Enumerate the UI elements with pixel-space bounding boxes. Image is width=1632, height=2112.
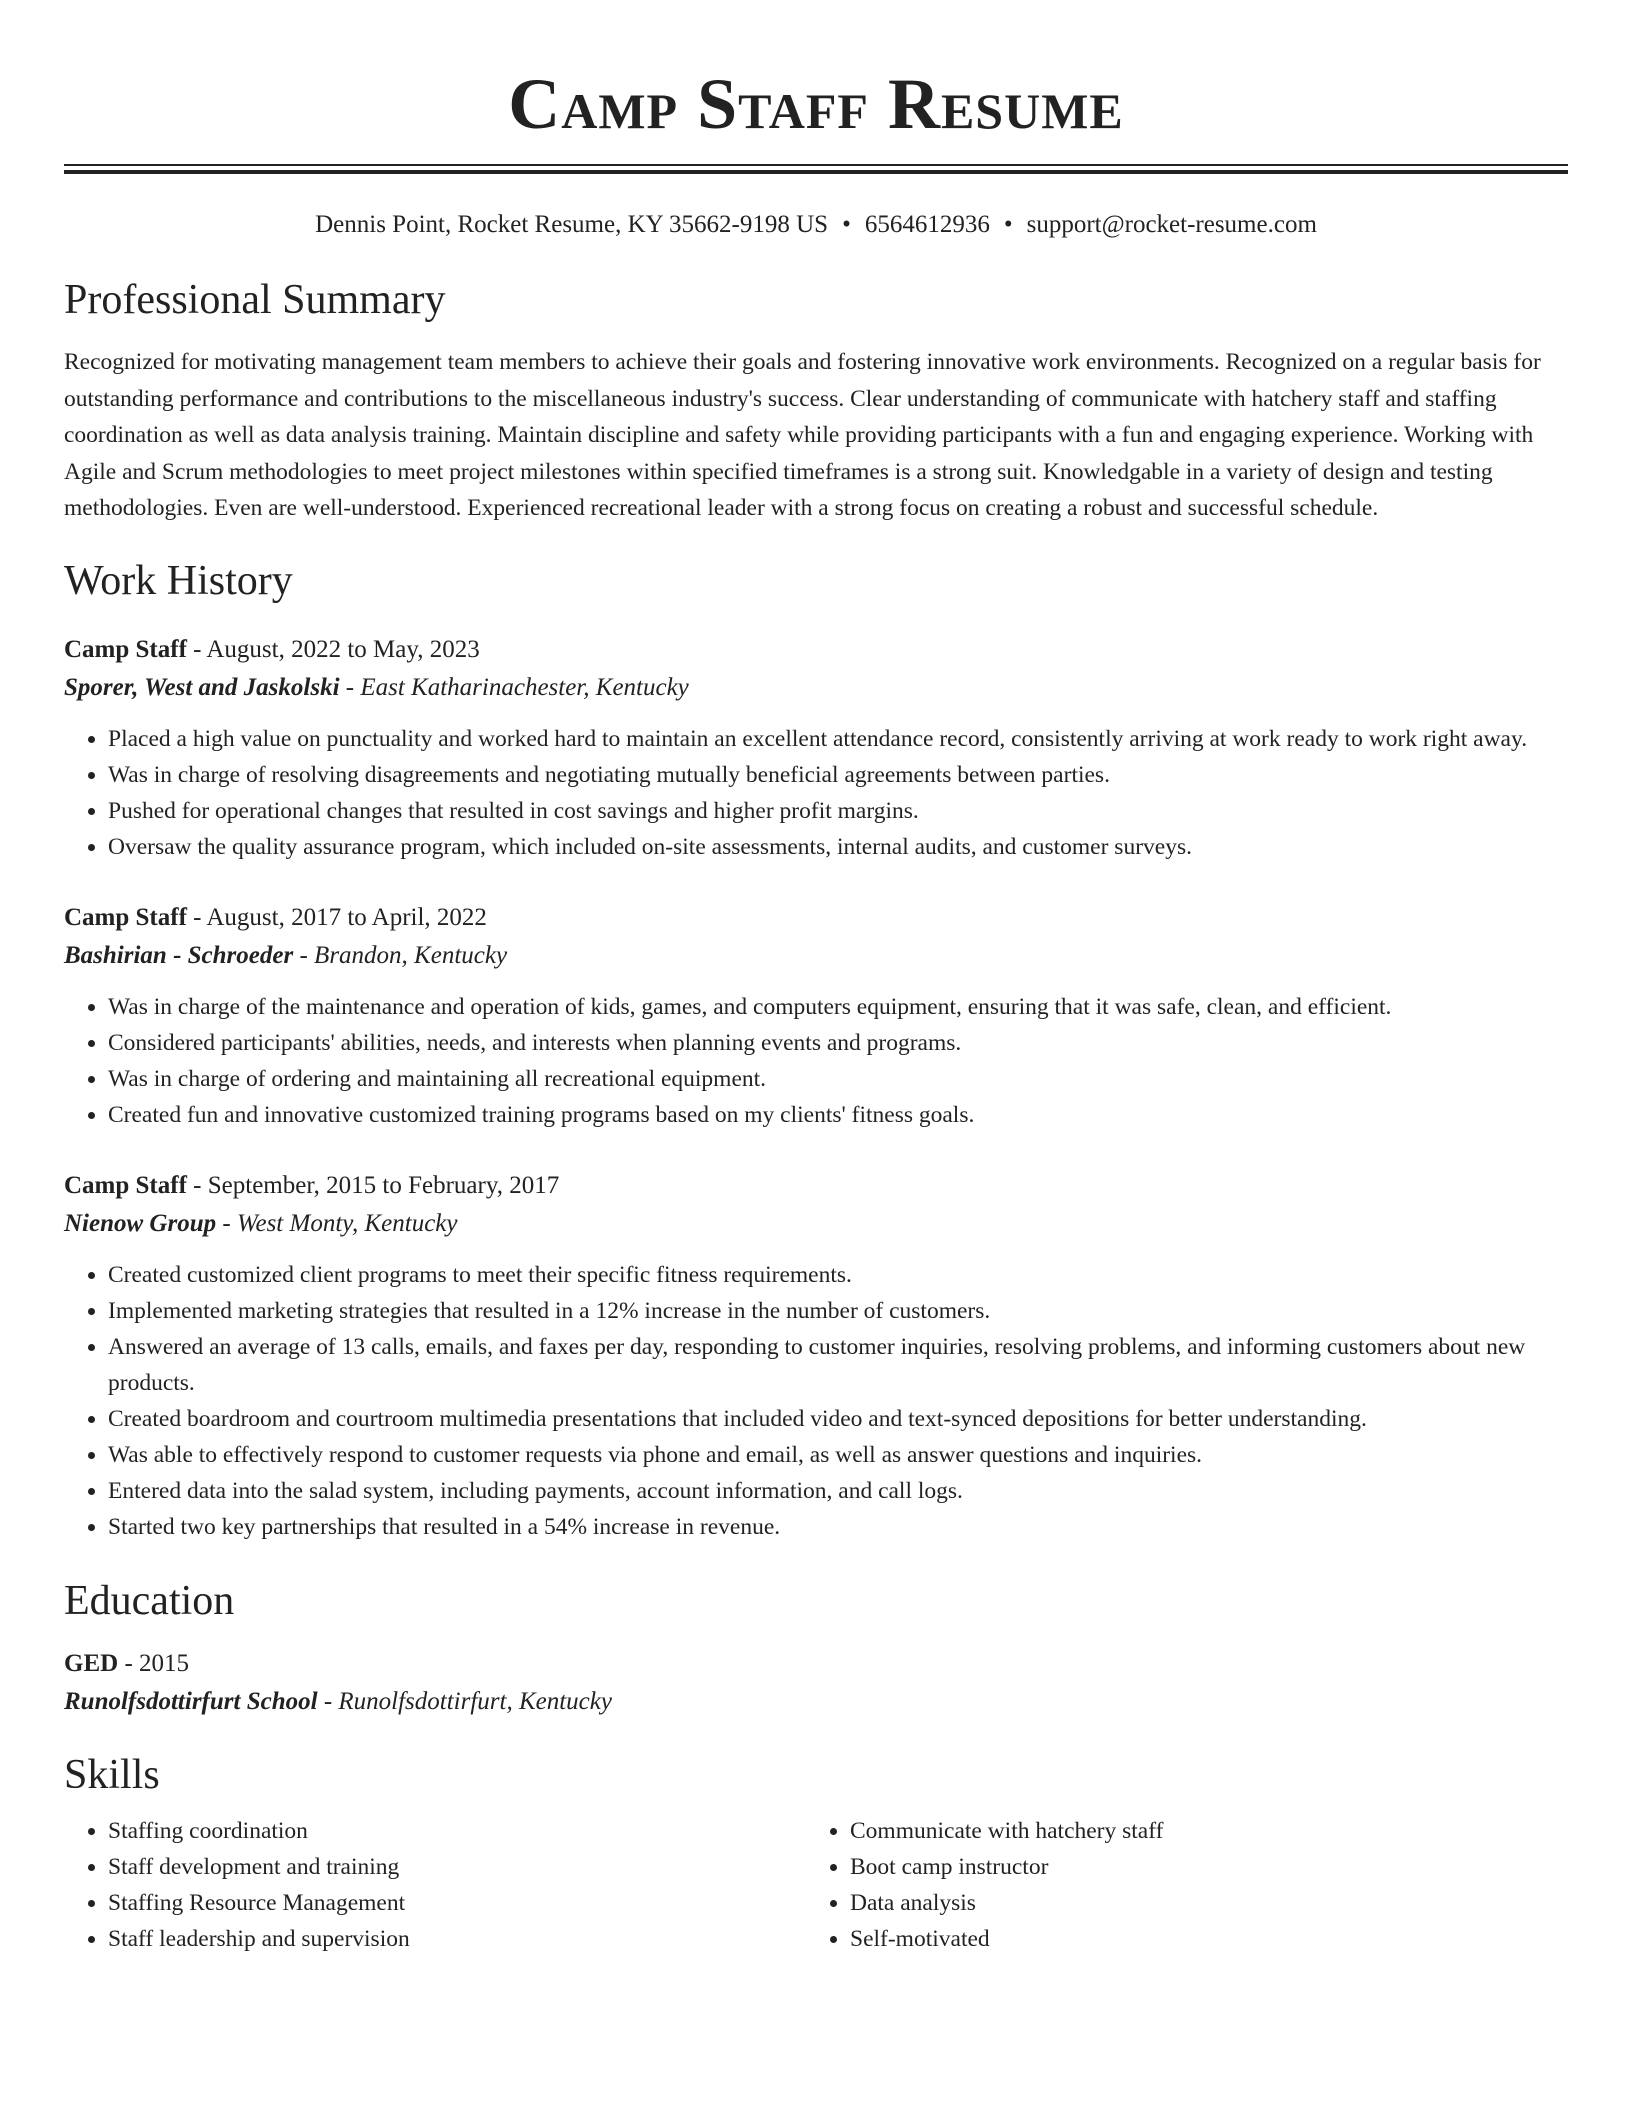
list-item: • Created boardroom and courtroom multimedia presentations that included video and text-synced depositions for better understanding. [108,1401,1568,1437]
job-role: Camp Staff [64,1171,187,1199]
contact-address: Dennis Point, Rocket Resume, KY 35662-9198 US [315,211,829,238]
job-dates: - August, 2017 to April, 2022 [186,903,487,931]
education-year: - 2015 [118,1649,190,1677]
list-item: • Pushed for operational changes that resulted in cost savings and higher profit margins. [108,793,1568,829]
skill-item: • Staff leadership and supervision [108,1921,806,1957]
list-item: • Placed a high value on punctuality and worked hard to maintain an excellent attendance record, consistently arriving at work ready to work right away. [108,721,1568,757]
job-bullets [64,989,1568,1133]
job-bullets [64,1257,1568,1545]
list-item: • Was in charge of ordering and maintaining all recreational equipment. [108,1061,1568,1097]
education-degree: GED [64,1649,119,1677]
skill-item: • Boot camp instructor [850,1849,1548,1885]
list-item: • Oversaw the quality assurance program, which included on-site assessments, internal audits, and customer surveys. [108,829,1568,865]
list-item: • Started two key partnerships that resulted in a 54% increase in revenue. [108,1509,1568,1545]
contact-email: support@rocket-resume.com [1026,211,1317,238]
job-location: - West Monty, Kentucky [216,1209,458,1237]
section-heading-work-history: Work History [64,557,293,604]
skill-item: • Staffing coordination [108,1813,806,1849]
list-item: • Entered data into the salad system, including payments, account information, and call logs. [108,1473,1568,1509]
job-location: - Brandon, Kentucky [293,941,508,969]
skill-item: • Staffing Resource Management [108,1885,806,1921]
job-employer-line [64,1205,1568,1243]
contact-line [64,208,1568,242]
skills-column-left [64,1813,806,1957]
education-location: - Runolfsdottirfurt, Kentucky [317,1687,612,1715]
job-header [64,899,1568,937]
job-entry [64,1167,1568,1545]
summary-paragraph: Recognized for motivating management team members to achieve their goals and fostering innovative work environments. Recognized on a regular basis for outstanding performance and contributions to the miscellaneous industry's success. Clear understanding of communicate with hatchery staff and staffing coordination as well as data analysis training. Maintain discipline and safety while providing participants with a fun and engaging experience. Working with Agile and Scrum methodologies to meet project milestones within specified timeframes is a strong suit. Knowledgable in a variety of design and testing methodologies. Even are well-understood. Experienced recreational leader with a strong focus on creating a robust and successful schedule. [64,349,1541,521]
list-item: • Answered an average of 13 calls, emails, and faxes per day, responding to customer inquiries, resolving problems, and informing customers about new products. [108,1329,1568,1401]
skill-item: • Staff development and training [108,1849,806,1885]
job-role: Camp Staff [64,635,187,663]
list-item: • Was in charge of resolving disagreements and negotiating mutually beneficial agreements between parties. [108,757,1568,793]
job-header [64,631,1568,669]
job-header [64,1167,1568,1205]
list-item: • Created fun and innovative customized training programs based on my clients' fitness goals. [108,1097,1568,1133]
job-company: Sporer, West and Jaskolski [64,673,340,701]
skill-item: • Communicate with hatchery staff [850,1813,1548,1849]
job-dates: - August, 2022 to May, 2023 [186,635,480,663]
section-heading-education: Education [64,1577,235,1624]
job-employer-line [64,937,1568,975]
job-location: - East Katharinachester, Kentucky [339,673,689,701]
education-school-line [64,1683,1568,1721]
skill-item: • Self-motivated [850,1921,1548,1957]
job-company: Nienow Group [64,1209,217,1237]
education-header [64,1645,1568,1683]
job-dates: - September, 2015 to February, 2017 [186,1171,560,1199]
job-bullets [64,721,1568,865]
job-company: Bashirian - Schroeder [64,941,294,969]
list-item: • Was in charge of the maintenance and operation of kids, games, and computers equipment, ensuring that it was safe, clean, and efficient. [108,989,1568,1025]
list-item: • Was able to effectively respond to customer requests via phone and email, as well as answer questions and inquiries. [108,1437,1568,1473]
section-heading-summary: Professional Summary [64,277,446,323]
section-heading-skills: Skills [64,1751,160,1798]
skills-grid [64,1813,1568,1957]
resume-title: Camp Staff Resume [508,64,1124,144]
job-role: Camp Staff [64,903,187,931]
education-entry [64,1645,1568,1721]
skills-column-right [806,1813,1548,1957]
job-employer-line [64,669,1568,707]
job-entry [64,631,1568,865]
title-divider [64,164,1568,174]
contact-phone: 6564612936 [864,211,990,238]
contact-separator: • [842,211,851,238]
list-item: • Implemented marketing strategies that resulted in a 12% increase in the number of customers. [108,1293,1568,1329]
contact-separator: • [1003,211,1013,238]
job-entry [64,899,1568,1133]
list-item: • Created customized client programs to meet their specific fitness requirements. [108,1257,1568,1293]
education-school: Runolfsdottirfurt School [64,1687,318,1715]
skill-item: • Data analysis [850,1885,1548,1921]
list-item: • Considered participants' abilities, needs, and interests when planning events and programs. [108,1025,1568,1061]
